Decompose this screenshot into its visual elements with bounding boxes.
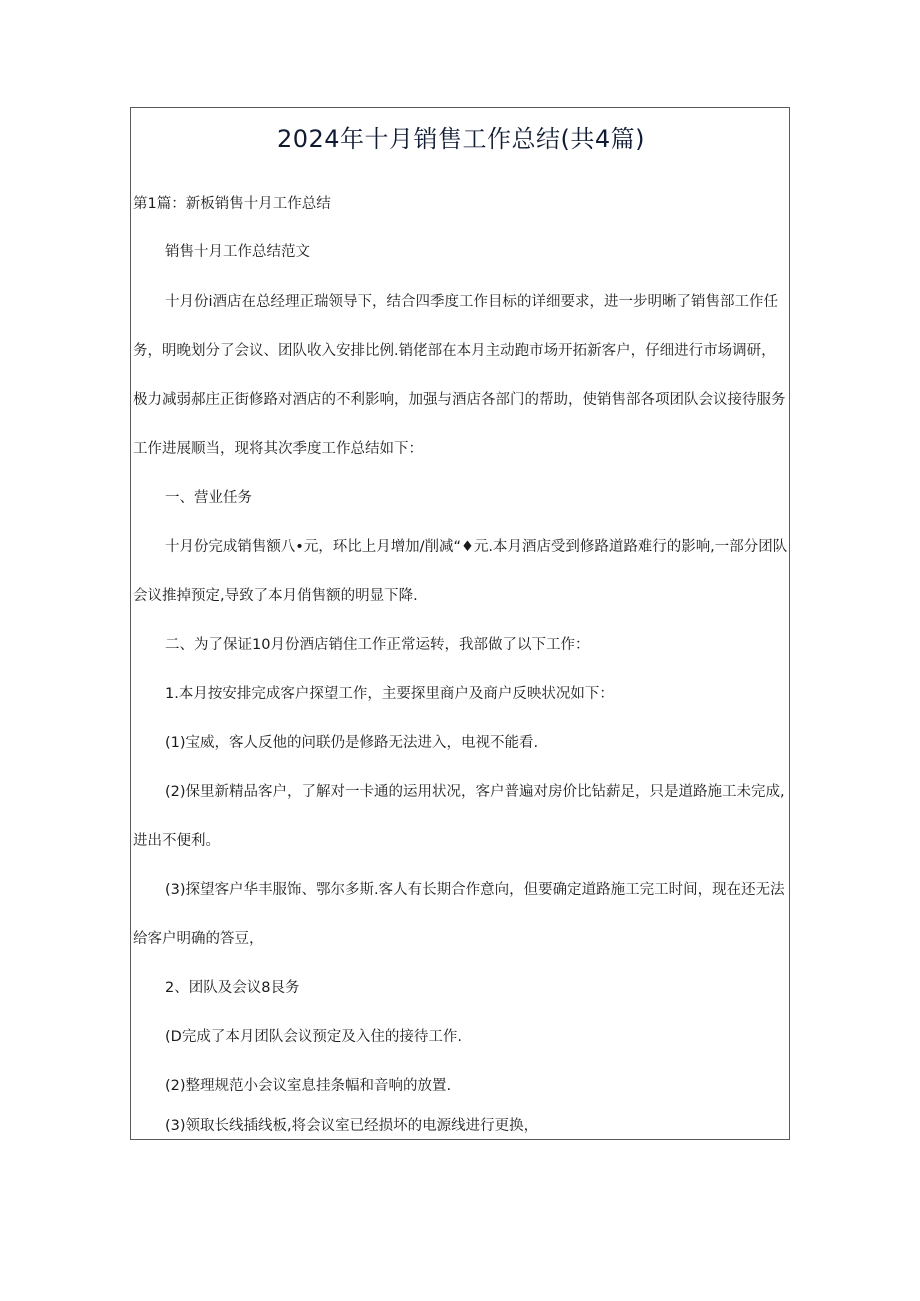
- list-heading: 2、团队及会议8艮务: [165, 980, 300, 996]
- list-item: (3)探望客户华丰服饰、鄂尔多斯.客人有长期合作意向，但要确定道路施工完工时间，现在还无法: [165, 882, 785, 898]
- paragraph-line: 会议推掉预定,导致了本月俏售额的明显下降.: [133, 588, 418, 604]
- paragraph-line: 工作进展顺当，现将其次季度工作总结如下：: [133, 441, 423, 457]
- paragraph-line: 十月份i酒店在总经理正瑞领导下，结合四季度工作目标的详细要求，进一步明晰了销售部工作任: [165, 294, 779, 310]
- list-item: (D完成了本月团队会议预定及入住的接待工作.: [165, 1029, 462, 1045]
- paragraph-line: 十月份完成销售额八•元，环比上月增加/削减“♦元.本月酒店受到修路道路难行的影响,一部分团队: [165, 539, 788, 555]
- list-heading: 一、营业任务: [165, 490, 252, 506]
- list-item: 1.本月按安排完成客户探望工作，主要探里商户及商户反映状况如下：: [165, 686, 614, 702]
- document-title: 2024年十月销售工作总结(共4篇): [276, 125, 646, 153]
- section-heading-part1: 第1篇：新板销售十月工作总结: [133, 196, 331, 212]
- list-item: (3)领取长线插线板,将会议室已经损坏的电源线进行更换，: [165, 1118, 539, 1134]
- document-page: [130, 107, 790, 1140]
- paragraph-line: 进出不便利。: [133, 833, 220, 849]
- list-item: (2)整理规范小会议室息挂条幅和音响的放置.: [165, 1078, 452, 1094]
- paragraph-line: 务，明晚划分了会议、团队收入安排比例.销佬部在本月主动跑市场开拓新客户，仔细进行市场调研，: [133, 343, 776, 359]
- paragraph-line: 极力减弱郝庄正街修路对酒店的不利影响，加强与酒店各部门的帮助，使销售部各项团队会议接待服务: [133, 392, 786, 408]
- list-item: (2)保里新精品客户，了解对一卡通的运用状况，客户普遍对房价比钻薪足，只是道路施工未完成,: [165, 784, 785, 800]
- paragraph-line: 给客户明确的答豆，: [133, 931, 264, 947]
- list-item: (1)宝威，客人反他的问联仍是修路无法进入，电视不能看.: [165, 735, 539, 751]
- list-heading: 二、为了保证10月份酒店销住工作正常运转，我部做了以下工作：: [165, 637, 590, 653]
- subheading: 销售十月工作总结范文: [165, 244, 310, 260]
